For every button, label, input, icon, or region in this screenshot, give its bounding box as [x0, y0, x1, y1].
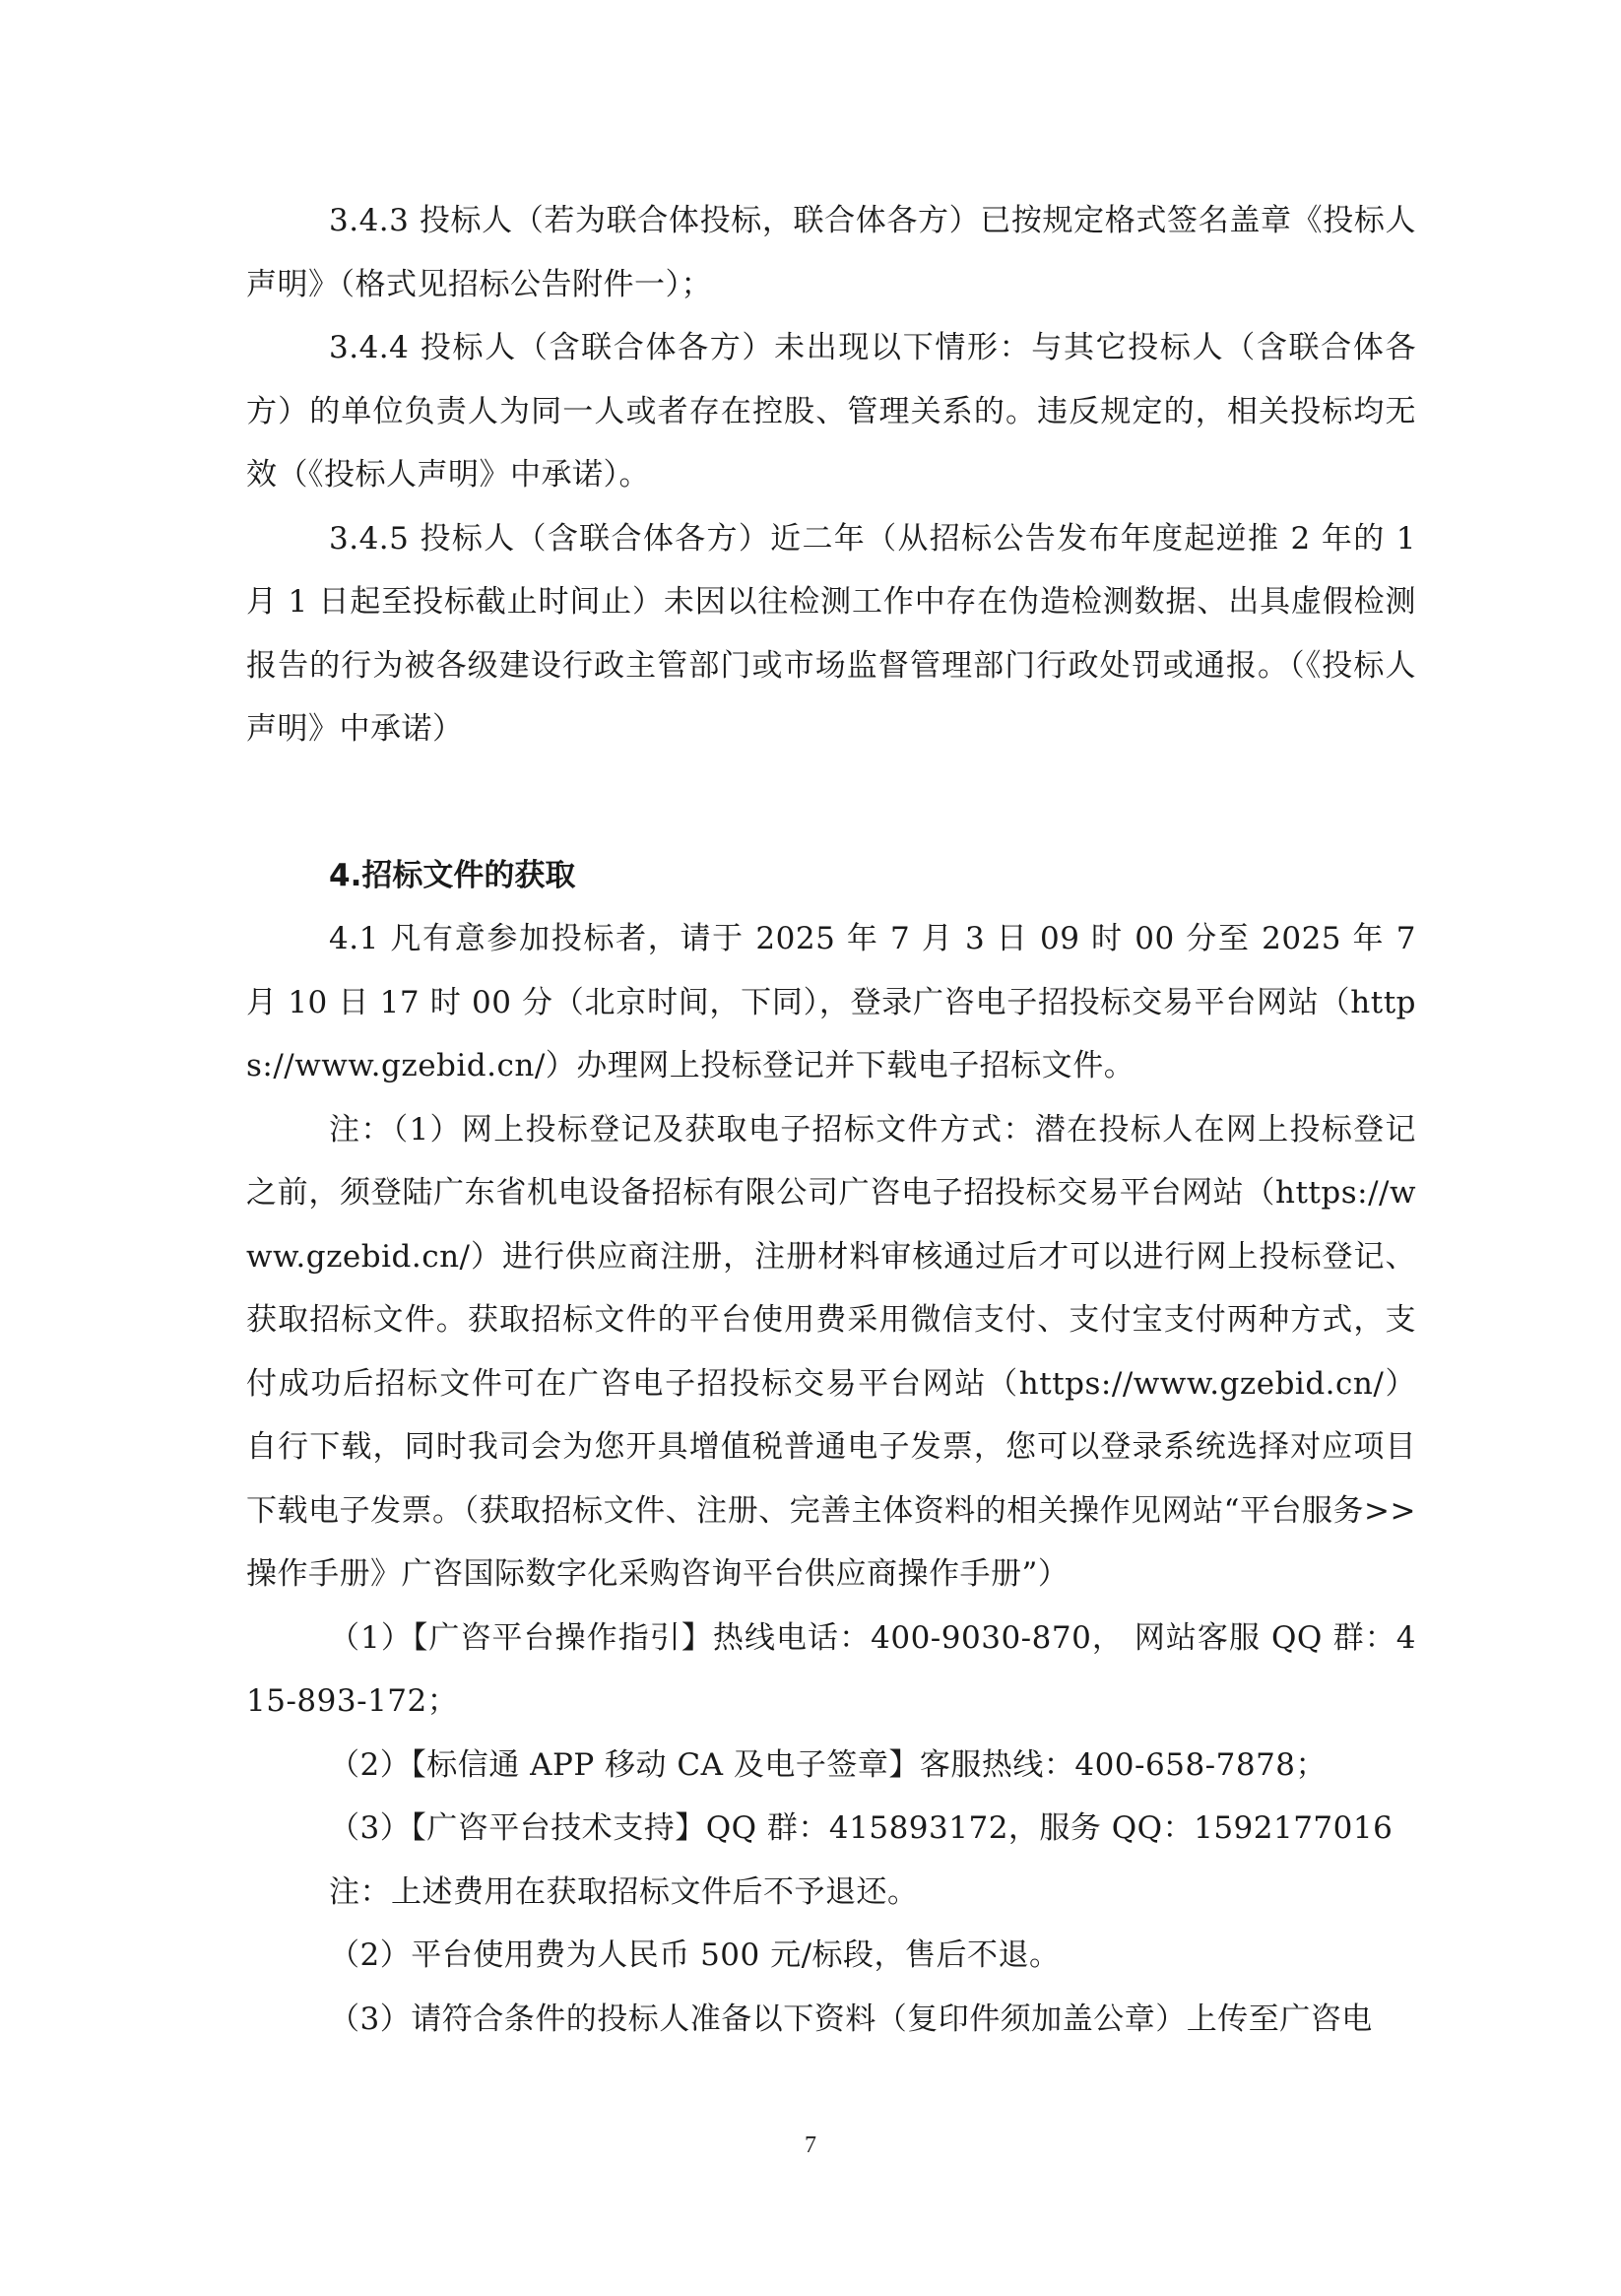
clause-3-4-3: 3.4.3 投标人（若为联合体投标，联合体各方）已按规定格式签名盖章《投标人声明》（格式见招标公告附件一）；	[246, 203, 1416, 302]
clause-3-4-5: 3.4.5 投标人（含联合体各方）近二年（从招标公告发布年度起逆推 2 年的 1 月 1 日起至投标截止时间止）未因以往检测工作中存在伪造检测数据、出具虚假检测报告的行为被各级建设行政主管部门或市场监督管理部门行政处罚或通报。（《投标人声明》中承诺）	[246, 520, 1416, 747]
item-platform-fee: （2）平台使用费为人民币 500 元/标段，售后不退。	[329, 1937, 1061, 1973]
document-body	[246, 189, 1416, 2051]
note-fee-nonrefundable: 注：上述费用在获取招标文件后不予退还。	[329, 1873, 919, 1910]
page-number: 7	[805, 2132, 816, 2158]
clause-3-4-4: 3.4.4 投标人（含联合体各方）未出现以下情形：与其它投标人（含联合体各方）的单位负责人为同一人或者存在控股、管理关系的。违反规定的，相关投标均无效（《投标人声明》中承诺）。	[246, 330, 1416, 492]
clause-4-1: 4.1 凡有意参加投标者，请于 2025 年 7 月 3 日 09 时 00 分至 2025 年 7 月 10 日 17 时 00 分（北京时间，下同），登录广咨电子招投标交易平台网站（https://www.gzebid.cn/）办理网上投标登记并下载电子招标文件。	[246, 921, 1416, 1083]
note-online-registration: 注：（1）网上投标登记及获取电子招标文件方式：潜在投标人在网上投标登记之前，须登陆广东省机电设备招标有限公司广咨电子招投标交易平台网站（https://www.gzebid.cn/）进行供应商注册，注册材料审核通过后才可以进行网上投标登记、获取招标文件。获取招标文件的平台使用费采用微信支付、支付宝支付两种方式，支付成功后招标文件可在广咨电子招投标交易平台网站（https://www.gzebid.cn/）自行下载，同时我司会为您开具增值税普通电子发票，您可以登录系统选择对应项目下载电子发票。（获取招标文件、注册、完善主体资料的相关操作见网站“平台服务>>操作手册》广咨国际数字化采购咨询平台供应商操作手册”）	[246, 1111, 1416, 1592]
section-spacer	[246, 761, 1416, 844]
contact-platform-guide: （1）【广咨平台操作指引】热线电话：400-9030-870， 网站客服 QQ 群：415-893-172；	[246, 1619, 1416, 1719]
contact-ca-signature: （2）【标信通 APP 移动 CA 及电子签章】客服热线：400-658-7878；	[329, 1746, 1328, 1783]
item-upload-materials: （3）请符合条件的投标人准备以下资料（复印件须加盖公章）上传至广咨电	[329, 2001, 1373, 2037]
section-4-heading: 4.招标文件的获取	[329, 857, 576, 893]
contact-tech-support: （3）【广咨平台技术支持】QQ 群：415893172，服务 QQ：1592177016	[329, 1810, 1394, 1846]
